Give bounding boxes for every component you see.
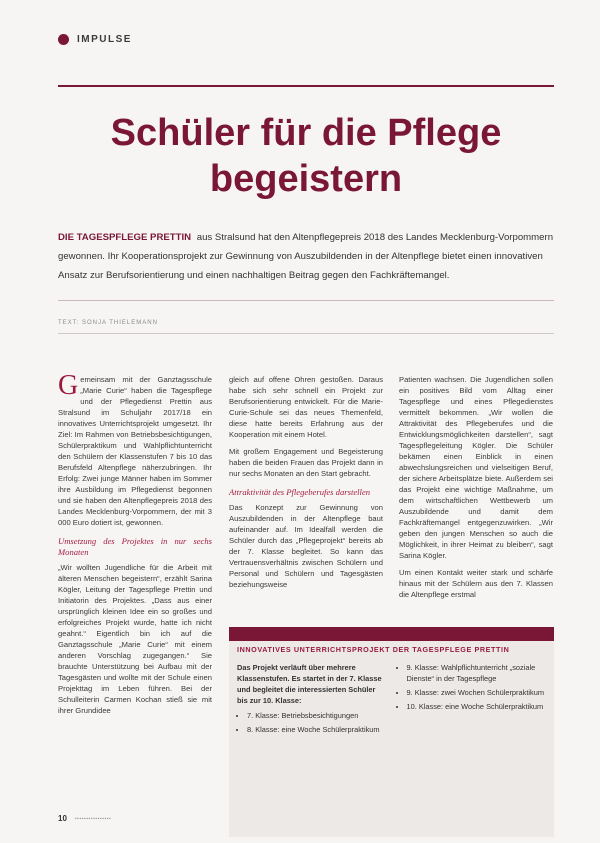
list-item: • 10. Klasse: eine Woche Schülerpraktikum: [407, 701, 547, 712]
list-item: • 8. Klasse: eine Woche Schülerpraktikum: [247, 724, 387, 735]
col2-paragraph-3: Das Konzept zur Gewinnung von Auszubildenden in der Altenpflege baut aufeinander auf. Im Idealfall werden die Schüler durch das „Pflegeprojekt“ bereits ab der 7. Klasse begleitet. So kann das Vertrauensverhältnis zwischen Schülern und Personal und Schülern und Tagesgästen beziehungsweise: [229, 503, 383, 589]
title-line-2: begeistern: [209, 158, 403, 200]
lead-rule: [58, 300, 554, 301]
lead-strong: DIE TAGESPFLEGE PRETTIN: [58, 232, 192, 243]
info-list-left: [237, 710, 387, 735]
col2-subheading: Attraktivität des Pflegeberufes darstellen: [229, 487, 371, 497]
drop-cap: G: [58, 370, 79, 401]
col3-paragraph-1: Patienten wachsen. Die Jugendlichen sollen ein positives Bild vom Alltag einer Tagespflege und eines Pflegedienstes vermittelt bekommen. „Wir wollen die Attraktivität des Pflegeberufes und die Entwicklungsmöglichkeiten darstellen“, sagt Tagespflegeleitung Kögler. Die Schüler bekämen einen Einblick in einen abwechslungsreichen und vielseitigen Beruf, der sichere Arbeitsplätze biete. Außerdem sei das Projekt eine wichtige Maßnahme, um dem wirtschaftlichen Wettbewerb um Auszubildende und damit dem Fachkräftemangel entgegenzuwirken. „Wir geben den jungen Menschen so auch die Möglichkeit, in ihrer Heimat zu bleiben“, sagt Sarina Kögler.: [399, 375, 553, 560]
info-list-right: [397, 662, 547, 712]
col3-paragraph-2: Um einen Kontakt weiter stark und schärfe hinaus mit der Schülern aus den 7. Klassen die Altenpflege erstmal: [399, 568, 553, 599]
info-box-title: INNOVATIVES UNTERRICHTSPROJEKT DER TAGESPFLEGE PRETTIN: [237, 645, 510, 654]
lead-text: aus Stralsund hat den Altenpflegepreis 2018 des Landes Mecklenburg-Vorpommern gewonnen. Ihr Kooperationsprojekt zur Gewinnung von Auszubildenden in der Altenpflege bietet einen innovativen Ansatz zur Berufsorientierung und einen nachhaltigen Beitrag gegen den Fachkräftemangel.: [58, 232, 554, 281]
list-item: • 9. Klasse: zwei Wochen Schülerpraktikum: [407, 687, 547, 698]
info-box: [229, 627, 554, 837]
col1-paragraph-1: [58, 370, 212, 528]
list-item: • 9. Klasse: Wahlpflichtunterricht „soziale Dienste“ in der Tagespflege: [407, 662, 547, 684]
byline: TEXT: SONJA THIELEMANN: [58, 320, 158, 326]
info-box-right: [397, 662, 547, 738]
info-box-columns: [229, 654, 554, 746]
info-box-left: [237, 662, 387, 738]
info-box-intro: Das Projekt verläuft über mehrere Klassenstufen. Es startet in der 7. Klasse und begleitet die interessierten Schüler bis zur 10. Klasse:: [237, 663, 382, 705]
header-rule: [58, 85, 554, 87]
section-header: [58, 34, 132, 45]
page-footer: [58, 814, 111, 823]
section-dot-icon: [58, 34, 69, 45]
list-item: • 7. Klasse: Betriebsbesichtigungen: [247, 710, 387, 721]
col1-text-1: emeinsam mit der Ganztagsschule „Marie Curie“ haben die Tagespflege und der Pflegedienst Prettin aus Stralsund im Schuljahr 2017/18 ein innovatives Unterrichtsprojekt umgesetzt. Ihr Ziel: Im Rahmen von Betriebsbesichtigungen, Schülerpraktikum und Wahlpflichtunterricht den Schülern der Klassenstufen 7 bis 10 das Berufsfeld Altenpflege näherzubringen. Ihr Erfolg: Zwei junge Männer haben im Sommer ihre Ausbildung im Pflegedienst begonnen und sie haben den Altenpflegepreis 2018 des Landes Mecklenburg-Vorpommern, der mit 3 000 Euro dotiert ist, gewonnen.: [58, 375, 212, 527]
col1-paragraph-2: „Wir wollten Jugendliche für die Arbeit mit älteren Menschen begeistern“, erzählt Sarina Kögler, Leitung der Tagespflege Prettin und Initiatorin des Projektes. „Dass aus einer ursprünglich kleinen Idee ein so großes und erfolgreiches Projekt wurde, hatte ich nicht geahnt.“ Eigentlich bin ich auf die Ganztagsschule „Marie Curie“ mit einem anderen Vorschlag zugegangen.“ Sie brauchte Unterstützung bei Aufbau mit der Tagesgästen und wollte mit der Schule einen Projekttag im Leben führen. Bei der Schulleiterin Carmen Kochan stieß sie mit ihrer Grundidee: [58, 563, 212, 715]
column-2: [229, 374, 383, 590]
byline-rule: [58, 333, 554, 334]
info-box-bar: [229, 627, 554, 641]
lead-paragraph: [58, 228, 554, 285]
title-line-1: Schüler für die Pflege: [110, 112, 502, 154]
col2-paragraph-2: Mit großem Engagement und Begeisterung haben die beiden Frauen das Projekt dann in nur sechs Monaten an den Start gebracht.: [229, 447, 383, 478]
article-title: [58, 110, 554, 202]
col2-paragraph-1: gleich auf offene Ohren gestoßen. Daraus habe sich sehr schnell ein Projekt zur Berufsorientierung entwickelt. Für die Marie-Curie-Schule sei das neues Themenfeld, diese hatte bereits Erfahrung aus der Kooperation mit einem Hotel.: [229, 375, 383, 439]
page-number: 10: [58, 814, 67, 823]
col1-subheading: Umsetzung des Projektes in nur sechs Monaten: [58, 536, 212, 557]
column-1: [58, 370, 212, 716]
section-label: IMPULSE: [77, 34, 132, 45]
footer-text: ▪▪▪▪▪▪▪▪▪▪▪▪▪▪▪▪: [74, 815, 112, 822]
column-3: [399, 374, 553, 600]
